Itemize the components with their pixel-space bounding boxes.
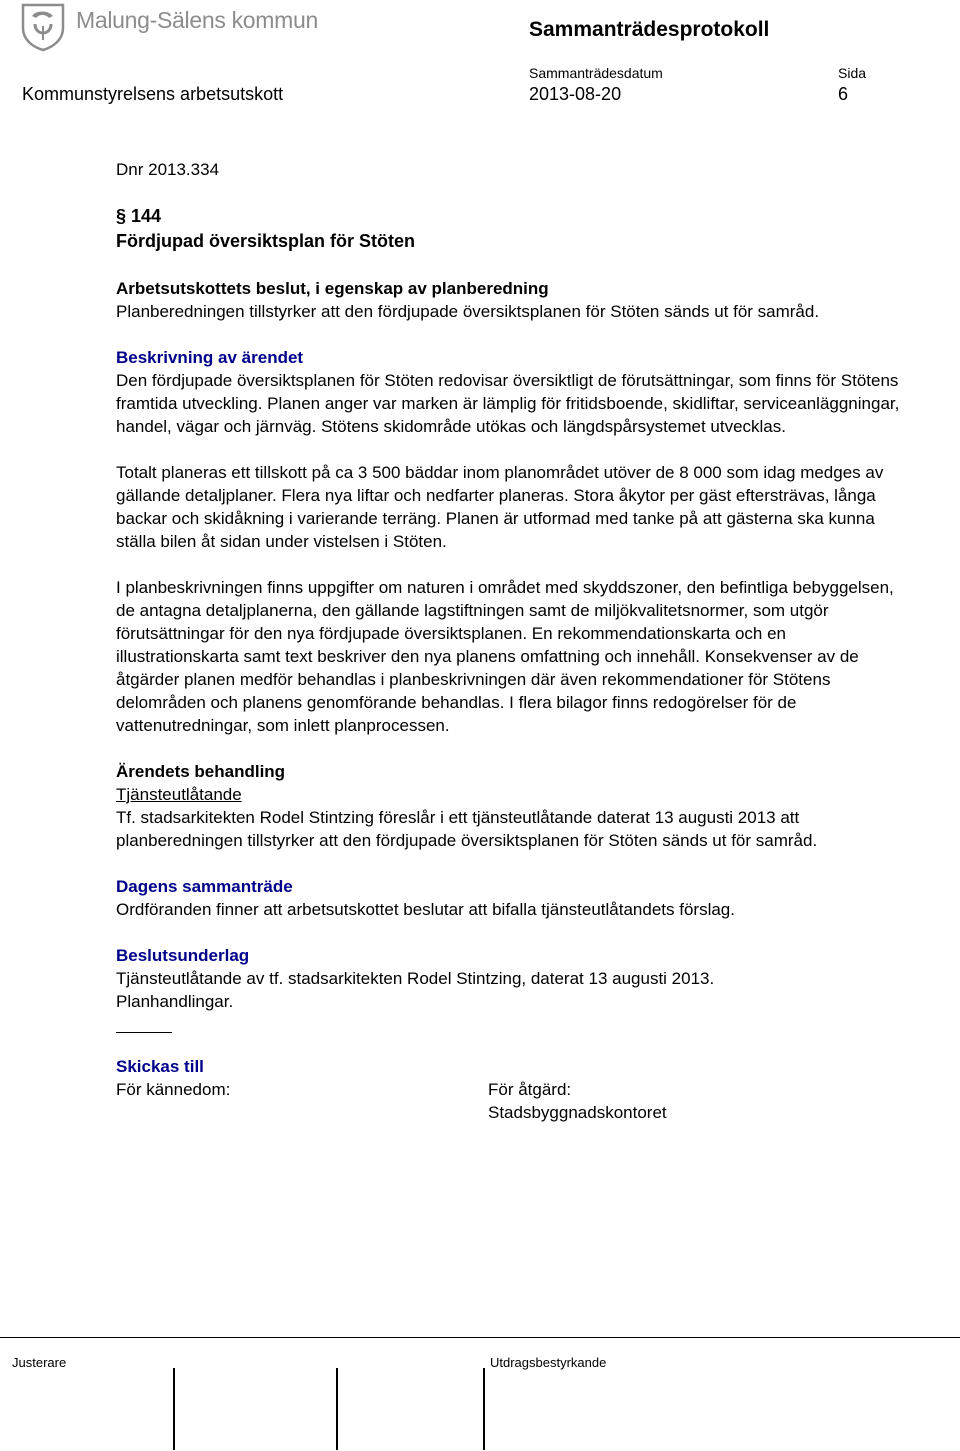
paragraph-number: § 144 <box>116 206 162 226</box>
document-type: Sammanträdesprotokoll <box>529 18 770 41</box>
meeting-section <box>116 875 906 921</box>
logo-text: Malung-Sälens kommun <box>76 7 319 33</box>
footer-divider <box>0 1337 960 1338</box>
signature-box-divider <box>483 1368 485 1450</box>
municipality-logo <box>20 2 340 54</box>
info-recipients <box>116 1078 488 1124</box>
page-label: Sida <box>838 65 867 81</box>
basis-heading: Beslutsunderlag <box>116 946 250 965</box>
signature-box-divider <box>336 1368 338 1450</box>
action-recipients <box>488 1078 788 1124</box>
meeting-date-label: Sammanträdesdatum <box>529 65 663 81</box>
meeting-date: 2013-08-20 <box>529 84 622 104</box>
protocol-body <box>116 158 906 1124</box>
recipients-row <box>116 1078 906 1124</box>
signature-box-divider <box>173 1368 175 1450</box>
meeting-text: Ordföranden finner att arbetsutskottet beslutar att bifalla tjänsteutlåtandets förslag. <box>116 900 735 919</box>
description-paragraph-2: Totalt planeras ett tillskott på ca 3 500 bäddar inom planområdet utöver de 8 000 som idag medges av gällande detaljplaner. Flera nya liftar och nedfarter planeras. Stora åkytor per gäst eftersträvas, långa backar och skidåkning i varierande terräng. Planen är utformad med tanke på att gästerna ska kunna ställa bilen åt sidan under vistelsen i Stöten. <box>116 463 884 551</box>
page-number: 6 <box>838 84 849 104</box>
decision-section <box>116 277 906 323</box>
utdragsbestyrkande-label: Utdragsbestyrkande <box>490 1355 607 1370</box>
action-label: För åtgärd: <box>488 1080 572 1099</box>
paragraph-title: Fördjupad översiktsplan för Stöten <box>116 231 416 251</box>
recipients-heading: Skickas till <box>116 1057 204 1076</box>
basis-line-2: Planhandlingar. <box>116 992 234 1011</box>
handling-text: Tf. stadsarkitekten Rodel Stintzing föreslår i ett tjänsteutlåtande daterat 13 augusti 2013 att planberedningen tillstyrker att den fördjupade översiktsplanen för Stöten sänds ut för samråd. <box>116 808 818 850</box>
coat-of-arms-icon <box>20 2 66 52</box>
section-divider <box>116 1032 172 1033</box>
decision-heading: Arbetsutskottets beslut, i egenskap av planberedning <box>116 279 549 298</box>
justerare-label: Justerare <box>12 1355 67 1370</box>
basis-line-1: Tjänsteutlåtande av tf. stadsarkitekten Rodel Stintzing, daterat 13 augusti 2013. <box>116 969 715 988</box>
case-number: Dnr 2013.334 <box>116 160 220 179</box>
action-recipient: Stadsbyggnadskontoret <box>488 1103 667 1122</box>
committee-name: Kommunstyrelsens arbetsutskott <box>22 84 284 104</box>
handling-subheading: Tjänsteutlåtande <box>116 785 242 804</box>
description-section <box>116 346 906 737</box>
handling-section <box>116 760 906 852</box>
meeting-heading: Dagens sammanträde <box>116 877 293 896</box>
info-label: För kännedom: <box>116 1080 231 1099</box>
handling-heading: Ärendets behandling <box>116 762 286 781</box>
decision-text: Planberedningen tillstyrker att den fördjupade översiktsplanen för Stöten sänds ut för samråd. <box>116 302 820 321</box>
description-paragraph-3: I planbeskrivningen finns uppgifter om naturen i området med skyddszoner, den befintliga bebyggelsen, de antagna detaljplanerna, den gällande lagstiftningen samt de miljökvalitetsnormer, som utgör förutsättningar för den nya fördjupade översiktsplanen. En rekommendationskarta och en illustrationskarta samt text beskriver den nya planens omfattning och innehåll. Konsekvenser av de åtgärder planen medför behandlas i planbeskrivningen där även rekommendationer för Stötens delområden och planens genomförande behandlas. I flera bilagor finns redogörelser för de vattenutredningar, som inlett planprocessen. <box>116 578 894 735</box>
description-paragraph-1: Den fördjupade översiktsplanen för Stöten redovisar översiktligt de förutsättningar, som finns för Stötens framtida utveckling. Planen anger var marken är lämplig för fritidsboende, skidliftar, serviceanläggningar, handel, vägar och järnväg. Stötens skidområde utökas och längdspårsystemet utvecklas. <box>116 371 900 436</box>
basis-section <box>116 944 906 1013</box>
recipients-section <box>116 1055 906 1124</box>
description-heading: Beskrivning av ärendet <box>116 348 304 367</box>
